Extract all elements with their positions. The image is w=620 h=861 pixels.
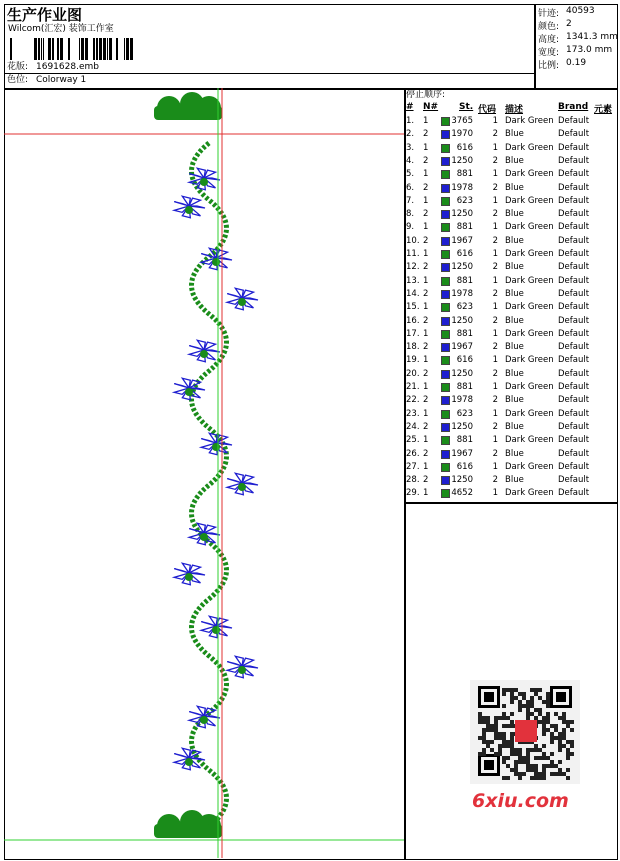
cell-code: 1 <box>492 382 498 392</box>
table-row <box>405 142 620 155</box>
cell-num: 5. <box>406 169 415 180</box>
cell-desc: Dark Green <box>505 382 554 392</box>
cell-n: 2 <box>423 315 429 326</box>
cell-n: 2 <box>423 155 429 166</box>
cell-n: 2 <box>423 262 429 273</box>
table-row <box>405 128 620 141</box>
cell-st: 1250 <box>451 475 473 486</box>
cell-num: 22. <box>406 395 420 406</box>
cell-st: 623 <box>456 302 473 313</box>
cell-num: 18. <box>406 342 420 353</box>
cell-desc: Blue <box>505 129 524 140</box>
cell-code: 2 <box>492 262 498 273</box>
cell-brand: Default <box>558 275 590 286</box>
cell-n: 1 <box>423 302 429 313</box>
cell-brand: Default <box>558 368 590 379</box>
cell-code: 2 <box>492 421 498 432</box>
flower-center <box>200 350 208 358</box>
cell-desc: Blue <box>505 448 524 459</box>
cell-desc: Blue <box>505 475 524 486</box>
flower-center <box>185 573 193 581</box>
cell-code: 1 <box>492 142 498 153</box>
flower-center <box>238 666 246 674</box>
cell-st: 616 <box>456 461 473 472</box>
cell-desc: Dark Green <box>505 461 554 472</box>
flower-center <box>238 483 246 491</box>
cell-desc: Dark Green <box>505 435 554 446</box>
cell-st: 1250 <box>451 155 473 166</box>
color-swatch <box>441 237 450 246</box>
color-swatch <box>441 436 450 445</box>
flower-center <box>212 626 220 634</box>
table-row <box>405 487 620 500</box>
cell-brand: Default <box>558 302 590 313</box>
col-num: # <box>406 102 414 112</box>
cell-desc: Dark Green <box>505 142 554 153</box>
cell-brand: Default <box>558 328 590 339</box>
cell-st: 616 <box>456 355 473 366</box>
cell-desc: Dark Green <box>505 488 554 499</box>
cell-desc: Dark Green <box>505 408 554 419</box>
cell-code: 2 <box>492 475 498 486</box>
table-row <box>405 221 620 234</box>
cell-num: 6. <box>406 182 415 193</box>
cell-brand: Default <box>558 129 590 140</box>
cell-desc: Blue <box>505 315 524 326</box>
cell-num: 14. <box>406 288 420 299</box>
cell-st: 1250 <box>451 368 473 379</box>
table-row <box>405 328 620 341</box>
color-swatch <box>441 210 450 219</box>
cell-code: 2 <box>492 235 498 246</box>
spec-label: 颜色: <box>538 22 560 32</box>
cell-n: 1 <box>423 222 429 233</box>
color-swatch <box>441 290 450 299</box>
cell-st: 1250 <box>451 262 473 273</box>
cell-st: 881 <box>456 222 473 233</box>
spec-label: 针迹: <box>538 9 560 19</box>
cell-brand: Default <box>558 488 590 499</box>
cell-st: 1967 <box>451 342 473 353</box>
cell-st: 1967 <box>451 448 473 459</box>
cell-desc: Dark Green <box>505 195 554 206</box>
col-desc: 描述 <box>505 105 524 115</box>
cell-st: 3765 <box>451 116 473 126</box>
cell-brand: Default <box>558 142 590 153</box>
cell-desc: Blue <box>505 288 524 299</box>
color-swatch <box>441 450 450 459</box>
cell-num: 8. <box>406 209 415 220</box>
divider <box>4 73 534 74</box>
table-row <box>405 315 620 328</box>
col-n: N# <box>423 102 439 112</box>
cell-n: 2 <box>423 209 429 220</box>
color-swatch <box>441 383 450 392</box>
flower-center <box>185 758 193 766</box>
table-row <box>405 275 620 288</box>
cell-code: 1 <box>492 169 498 180</box>
cell-num: 15. <box>406 302 420 313</box>
color-swatch <box>441 489 450 498</box>
cell-n: 1 <box>423 169 429 180</box>
cell-num: 28. <box>406 475 420 486</box>
cell-num: 29. <box>406 488 420 499</box>
cell-desc: Dark Green <box>505 116 554 126</box>
cell-code: 1 <box>492 195 498 206</box>
cell-st: 4652 <box>451 488 473 499</box>
cell-desc: Blue <box>505 262 524 273</box>
cell-code: 2 <box>492 182 498 193</box>
cell-brand: Default <box>558 235 590 246</box>
cell-n: 1 <box>423 355 429 366</box>
cell-num: 1. <box>406 116 415 126</box>
cell-st: 616 <box>456 142 473 153</box>
cell-n: 1 <box>423 461 429 472</box>
col-code: 代码 <box>478 105 497 115</box>
barcode-icon <box>10 38 138 60</box>
table-row <box>405 421 620 434</box>
cell-brand: Default <box>558 262 590 273</box>
cell-desc: Blue <box>505 182 524 193</box>
cell-brand: Default <box>558 116 590 126</box>
cell-code: 1 <box>492 435 498 446</box>
cell-brand: Default <box>558 435 590 446</box>
cell-code: 2 <box>492 129 498 140</box>
cell-st: 881 <box>456 169 473 180</box>
cell-num: 12. <box>406 262 420 273</box>
table-row <box>405 474 620 487</box>
color-swatch <box>441 476 450 485</box>
cell-n: 2 <box>423 182 429 193</box>
color-swatch <box>441 184 450 193</box>
cell-code: 1 <box>492 461 498 472</box>
cell-st: 1978 <box>451 395 473 406</box>
flower-center <box>238 298 246 306</box>
table-row <box>405 155 620 168</box>
table-row <box>405 408 620 421</box>
spec-value: 173.0 mm <box>566 45 613 55</box>
table-row <box>405 248 620 261</box>
cell-num: 24. <box>406 421 420 432</box>
cell-brand: Default <box>558 475 590 486</box>
cell-num: 17. <box>406 328 420 339</box>
cell-brand: Default <box>558 448 590 459</box>
cell-brand: Default <box>558 461 590 472</box>
color-swatch <box>441 170 450 179</box>
cell-brand: Default <box>558 382 590 392</box>
col-st: St. <box>459 102 474 112</box>
cell-desc: Dark Green <box>505 275 554 286</box>
table-row <box>405 235 620 248</box>
cell-num: 25. <box>406 435 420 446</box>
color-swatch <box>441 463 450 472</box>
cell-code: 1 <box>492 275 498 286</box>
cell-n: 2 <box>423 448 429 459</box>
cell-code: 2 <box>492 288 498 299</box>
cell-n: 2 <box>423 475 429 486</box>
cell-brand: Default <box>558 222 590 233</box>
cell-n: 1 <box>423 328 429 339</box>
color-swatch <box>441 130 450 139</box>
cell-brand: Default <box>558 182 590 193</box>
cell-n: 2 <box>423 342 429 353</box>
cell-num: 3. <box>406 142 415 153</box>
pattern-label: 花版: <box>7 62 29 72</box>
color-swatch <box>441 277 450 286</box>
table-row <box>405 182 620 195</box>
cell-brand: Default <box>558 155 590 166</box>
cell-code: 2 <box>492 448 498 459</box>
cell-desc: Dark Green <box>505 169 554 180</box>
cell-n: 1 <box>423 195 429 206</box>
color-swatch <box>441 343 450 352</box>
cell-brand: Default <box>558 408 590 419</box>
table-row <box>405 195 620 208</box>
flower-center <box>200 178 208 186</box>
cell-st: 1250 <box>451 315 473 326</box>
color-swatch <box>441 423 450 432</box>
table-row <box>405 461 620 474</box>
cell-code: 1 <box>492 249 498 259</box>
cell-code: 1 <box>492 408 498 419</box>
spec-value: 2 <box>566 19 572 29</box>
cell-code: 1 <box>492 328 498 339</box>
color-swatch <box>441 250 450 259</box>
cell-num: 21. <box>406 382 420 392</box>
cell-st: 623 <box>456 195 473 206</box>
flower-center <box>200 533 208 541</box>
cell-n: 1 <box>423 142 429 153</box>
cell-code: 1 <box>492 488 498 499</box>
spec-label: 宽度: <box>538 48 560 58</box>
embroidery-design <box>4 88 404 858</box>
cell-n: 2 <box>423 288 429 299</box>
table-row <box>405 394 620 407</box>
cell-brand: Default <box>558 249 590 259</box>
cell-desc: Dark Green <box>505 355 554 366</box>
cell-num: 27. <box>406 461 420 472</box>
color-swatch <box>441 197 450 206</box>
colorway-label: 色位: <box>7 75 29 85</box>
cell-st: 881 <box>456 382 473 392</box>
cell-st: 616 <box>456 249 473 259</box>
cell-n: 1 <box>423 435 429 446</box>
color-swatch <box>441 356 450 365</box>
table-row <box>405 381 620 394</box>
cell-num: 2. <box>406 129 415 140</box>
table-row <box>405 208 620 221</box>
table-row <box>405 448 620 461</box>
color-swatch <box>441 263 450 272</box>
cell-n: 2 <box>423 129 429 140</box>
cell-brand: Default <box>558 288 590 299</box>
table-row <box>405 168 620 181</box>
cell-code: 1 <box>492 355 498 366</box>
cell-code: 2 <box>492 342 498 353</box>
spec-value: 0.19 <box>566 58 587 68</box>
cell-n: 1 <box>423 382 429 392</box>
col-element: 元素 <box>594 105 613 115</box>
cell-desc: Blue <box>505 209 524 220</box>
col-brand: Brand <box>558 102 589 112</box>
cell-num: 23. <box>406 408 420 419</box>
cell-n: 1 <box>423 488 429 499</box>
color-swatch <box>441 303 450 312</box>
spec-value: 40593 <box>566 6 595 16</box>
spec-label: 比例: <box>538 61 560 71</box>
table-row <box>405 261 620 274</box>
cell-num: 10. <box>406 235 420 246</box>
cell-n: 2 <box>423 368 429 379</box>
cell-brand: Default <box>558 421 590 432</box>
spec-value: 1341.3 mm <box>566 32 618 42</box>
colorway-value: Colorway 1 <box>36 75 87 85</box>
page-title: 生产作业图 <box>7 6 83 24</box>
flower-center <box>212 258 220 266</box>
table-row <box>405 341 620 354</box>
cell-st: 1978 <box>451 288 473 299</box>
cell-brand: Default <box>558 209 590 220</box>
cell-num: 9. <box>406 222 415 233</box>
cell-num: 19. <box>406 355 420 366</box>
cell-desc: Blue <box>505 235 524 246</box>
color-swatch <box>441 117 450 126</box>
cell-code: 2 <box>492 315 498 326</box>
cell-desc: Dark Green <box>505 249 554 259</box>
color-swatch <box>441 410 450 419</box>
table-row <box>405 115 620 128</box>
color-swatch <box>441 317 450 326</box>
stop-sequence-title: 停止顺序: <box>406 90 446 100</box>
cell-n: 1 <box>423 275 429 286</box>
cell-n: 2 <box>423 235 429 246</box>
cell-num: 13. <box>406 275 420 286</box>
cell-desc: Blue <box>505 342 524 353</box>
cell-num: 7. <box>406 195 415 206</box>
cell-st: 1250 <box>451 209 473 220</box>
flower-center <box>212 443 220 451</box>
cell-desc: Dark Green <box>505 302 554 313</box>
cell-brand: Default <box>558 169 590 180</box>
cell-brand: Default <box>558 342 590 353</box>
cell-brand: Default <box>558 315 590 326</box>
cell-num: 20. <box>406 368 420 379</box>
color-swatch <box>441 223 450 232</box>
cell-st: 881 <box>456 435 473 446</box>
cell-n: 2 <box>423 421 429 432</box>
spec-label: 高度: <box>538 35 560 45</box>
table-row <box>405 288 620 301</box>
cell-brand: Default <box>558 355 590 366</box>
cell-desc: Blue <box>505 421 524 432</box>
top-border-motif <box>154 106 222 120</box>
table-row <box>405 434 620 447</box>
cell-code: 2 <box>492 155 498 166</box>
cell-num: 11. <box>406 249 420 259</box>
table-row <box>405 354 620 367</box>
cell-brand: Default <box>558 195 590 206</box>
cell-n: 2 <box>423 395 429 406</box>
cell-st: 881 <box>456 275 473 286</box>
cell-desc: Blue <box>505 368 524 379</box>
cell-code: 1 <box>492 302 498 313</box>
cell-desc: Dark Green <box>505 222 554 233</box>
cell-code: 1 <box>492 116 498 126</box>
cell-st: 623 <box>456 408 473 419</box>
flower-center <box>200 716 208 724</box>
color-swatch <box>441 396 450 405</box>
pattern-value: 1691628.emb <box>36 62 99 72</box>
company-name: Wilcom(汇宏) 装饰工作室 <box>8 24 114 34</box>
flower-center <box>185 206 193 214</box>
color-swatch <box>441 157 450 166</box>
cell-st: 1967 <box>451 235 473 246</box>
site-logo: 6xiu.com <box>472 790 569 812</box>
cell-num: 26. <box>406 448 420 459</box>
color-swatch <box>441 330 450 339</box>
color-swatch <box>441 370 450 379</box>
cell-brand: Default <box>558 395 590 406</box>
cell-code: 1 <box>492 222 498 233</box>
qr-code-icon <box>470 680 580 784</box>
cell-code: 2 <box>492 209 498 220</box>
cell-num: 16. <box>406 315 420 326</box>
cell-n: 1 <box>423 249 429 259</box>
cell-code: 2 <box>492 368 498 379</box>
flower-center <box>185 388 193 396</box>
cell-st: 881 <box>456 328 473 339</box>
table-row <box>405 368 620 381</box>
cell-num: 4. <box>406 155 415 166</box>
cell-st: 1978 <box>451 182 473 193</box>
table-row <box>405 301 620 314</box>
color-swatch <box>441 144 450 153</box>
cell-desc: Blue <box>505 155 524 166</box>
cell-desc: Dark Green <box>505 328 554 339</box>
cell-st: 1250 <box>451 421 473 432</box>
cell-n: 1 <box>423 408 429 419</box>
cell-st: 1970 <box>451 129 473 140</box>
cell-code: 2 <box>492 395 498 406</box>
cell-n: 1 <box>423 116 429 126</box>
cell-desc: Blue <box>505 395 524 406</box>
